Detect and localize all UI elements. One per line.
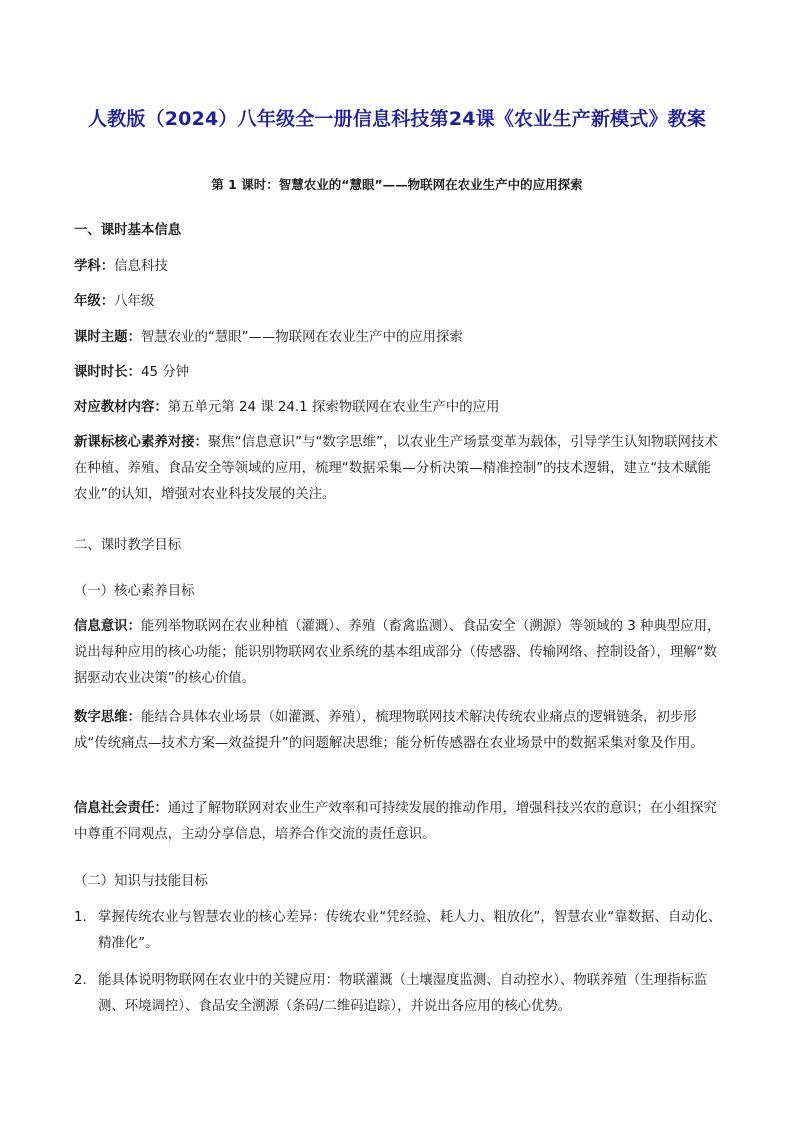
standard-value: 聚焦“信息意识”与“数字思维”，以农业生产场景变革为载体，引导学生认知物联网技术在种植、养殖、食品安全等领域的应用，梳理“数据采集—分析决策—精准控制”的技术逻辑，建立“技术赋能农业”的认知，增强对农业科技发展的关注。 bbox=[74, 435, 718, 502]
standard-label: 新课标核心素养对接： bbox=[74, 435, 208, 450]
social-responsibility-label: 信息社会责任： bbox=[74, 801, 168, 816]
textbook-value: 第五单元第 24 课 24.1 探索物联网在农业生产中的应用 bbox=[167, 400, 500, 415]
section2-heading: 二、课时教学目标 bbox=[74, 538, 182, 553]
list-number: 1. bbox=[74, 910, 87, 925]
standard-paragraph bbox=[74, 430, 724, 508]
info-awareness-value: 能列举物联网在农业种植（灌溉）、养殖（畜禽监测）、食品安全（溯源）等领域的 3 种典型应用，说出每种应用的核心功能；能识别物联网农业系统的基本组成部分（传感器、传输网络、控制设备），理解“数据驱动农业决策”的核心价值。 bbox=[74, 619, 721, 686]
list-number: 2. bbox=[74, 973, 87, 988]
theme-row bbox=[74, 325, 724, 351]
theme-value: 智慧农业的“慧眼”——物联网在农业生产中的应用探索 bbox=[140, 330, 463, 345]
info-awareness-label: 信息意识： bbox=[74, 619, 141, 634]
subject-label: 学科： bbox=[74, 259, 115, 274]
lesson-subtitle: 第 1 课时：智慧农业的“慧眼”——物联网在农业生产中的应用探索 bbox=[211, 177, 583, 192]
grade-value: 八年级 bbox=[114, 294, 155, 309]
social-responsibility-value: 通过了解物联网对农业生产效率和可持续发展的推动作用，增强科技兴农的意识；在小组探究中尊重不同观点，主动分享信息，培养合作交流的责任意识。 bbox=[74, 801, 717, 842]
textbook-row bbox=[74, 395, 724, 421]
document-title: 人教版（2024）八年级全一册信息科技第24课《农业生产新模式》教案 bbox=[87, 108, 707, 130]
textbook-label: 对应教材内容： bbox=[74, 400, 168, 415]
list-text: 能具体说明物联网在农业中的关键应用：物联灌溉（土壤湿度监测、自动控水）、物联养殖（生理指标监测、环境调控）、食品安全溯源（条码/二维码追踪），并说出各应用的核心优势。 bbox=[98, 973, 708, 1014]
info-awareness-paragraph bbox=[74, 614, 724, 692]
section1-heading: 一、课时基本信息 bbox=[74, 223, 182, 238]
duration-row bbox=[74, 360, 724, 386]
duration-value: 45 分钟 bbox=[140, 365, 190, 380]
digital-thinking-paragraph bbox=[74, 705, 724, 757]
social-responsibility-paragraph bbox=[74, 796, 724, 848]
list-item bbox=[74, 905, 724, 957]
subject-row bbox=[74, 254, 724, 280]
theme-label: 课时主题： bbox=[74, 330, 141, 345]
knowledge-skill-heading: （二）知识与技能目标 bbox=[74, 874, 208, 889]
subject-value: 信息科技 bbox=[114, 259, 168, 274]
list-item bbox=[74, 968, 724, 1020]
list-text: 掌握传统农业与智慧农业的核心差异：传统农业“凭经验、耗人力、粗放化”，智慧农业“靠数据、自动化、精准化”。 bbox=[98, 910, 722, 951]
grade-label: 年级： bbox=[74, 294, 115, 309]
digital-thinking-label: 数字思维： bbox=[74, 710, 141, 725]
core-literacy-heading: （一）核心素养目标 bbox=[74, 584, 195, 599]
duration-label: 课时时长： bbox=[74, 365, 141, 380]
digital-thinking-value: 能结合具体农业场景（如灌溉、养殖），梳理物联网技术解决传统农业痛点的逻辑链条，初步形成“传统痛点—技术方案—效益提升”的问题解决思维；能分析传感器在农业场景中的数据采集对象及作用。 bbox=[74, 710, 704, 751]
grade-row bbox=[74, 289, 724, 315]
